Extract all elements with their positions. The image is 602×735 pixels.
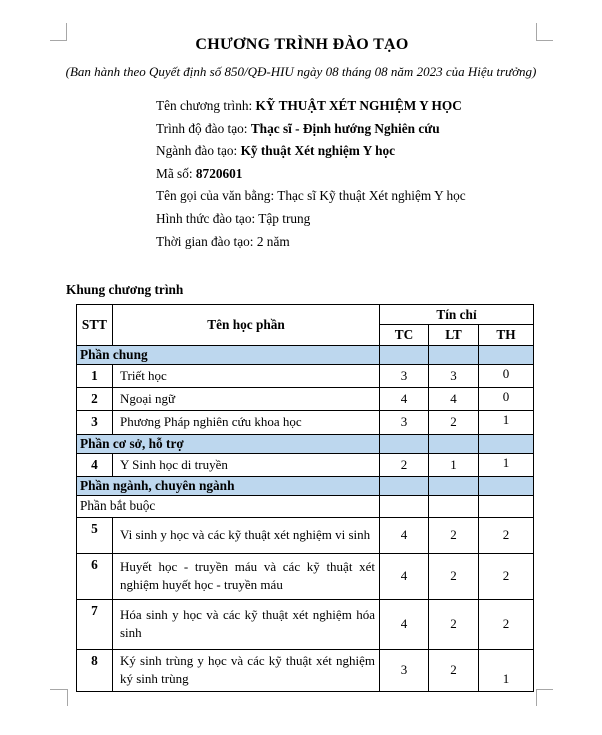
header-cell-th: TH: [479, 325, 534, 346]
th-credits-cell: 2: [479, 553, 534, 599]
info-line: [156, 118, 466, 141]
crop-mark-bottom-left: [50, 689, 68, 706]
program-info-block: [156, 95, 466, 253]
info-label: Tên chương trình:: [156, 98, 256, 113]
course-number-cell: 7: [77, 599, 113, 649]
lt-credits-cell: 2: [429, 599, 479, 649]
curriculum-table-heading: Khung chương trình: [66, 282, 184, 297]
info-value: Thạc sĩ Kỹ thuật Xét nghiệm Y học: [277, 188, 466, 204]
empty-lt-cell: [429, 476, 479, 495]
tc-credits-cell: 3: [380, 411, 429, 434]
info-value: KỸ THUẬT XÉT NGHIỆM Y HỌC: [255, 98, 462, 113]
empty-th-cell: [479, 346, 534, 365]
table-row-course: [77, 365, 534, 388]
table-row-course: [77, 553, 534, 599]
table-row-section: [77, 434, 534, 453]
section-label-cell: Phần ngành, chuyên ngành: [77, 476, 380, 495]
course-number-cell: 8: [77, 649, 113, 691]
course-name-cell: Vi sinh y học và các kỹ thuật xét nghiệm vi sinh: [113, 517, 380, 553]
th-credits-cell: 1: [479, 411, 534, 434]
header-cell-course-name: Tên học phần: [113, 305, 380, 346]
info-line: [156, 140, 466, 163]
table-row-course: [77, 388, 534, 411]
lt-credits-cell: 2: [429, 517, 479, 553]
course-number-cell: 4: [77, 453, 113, 476]
info-label: Hình thức đào tạo:: [156, 210, 259, 226]
info-value: 8720601: [195, 165, 243, 181]
document-subtitle: (Ban hành theo Quyết định số 850/QĐ-HIU ngày 08 tháng 08 năm 2023 của Hiệu trưởng): [65, 64, 537, 79]
curriculum-table-body: [77, 346, 534, 692]
course-name-cell: Hóa sinh y học và các kỹ thuật xét nghiệm hóa sinh: [113, 599, 380, 649]
header-cell-credits-group: Tín chỉ: [380, 305, 534, 325]
empty-tc-cell: [380, 434, 429, 453]
info-value: Tập trung: [258, 210, 311, 226]
th-credits-cell: 0: [479, 365, 534, 388]
info-value: Thạc sĩ - Định hướng Nghiên cứu: [250, 120, 440, 136]
th-credits-cell: 0: [479, 388, 534, 411]
info-label: Ngành đào tạo:: [156, 143, 241, 159]
table-row-course: [77, 599, 534, 649]
th-credits-cell: 1: [479, 453, 534, 476]
info-line: [156, 231, 466, 254]
empty-lt-cell: [429, 346, 479, 365]
header-row-1: [77, 305, 534, 325]
course-number-cell: 5: [77, 517, 113, 553]
table-row-course: [77, 517, 534, 553]
course-name-cell: Ký sinh trùng y học và các kỹ thuật xét nghiệm ký sinh trùng: [113, 649, 380, 691]
tc-credits-cell: 4: [380, 599, 429, 649]
empty-tc-cell: [380, 495, 429, 517]
info-line: [156, 208, 466, 231]
table-row-section: [77, 476, 534, 495]
lt-credits-cell: 1: [429, 453, 479, 476]
info-line: [156, 163, 466, 186]
empty-lt-cell: [429, 434, 479, 453]
info-label: Trình độ đào tạo:: [156, 120, 251, 136]
course-number-cell: 3: [77, 411, 113, 434]
lt-credits-cell: 2: [429, 649, 479, 691]
info-line: [156, 95, 466, 118]
crop-mark-bottom-right: [536, 689, 553, 706]
course-name-cell: Ngoại ngữ: [113, 388, 380, 411]
table-row-subsection: [77, 495, 534, 517]
course-number-cell: 1: [77, 365, 113, 388]
empty-th-cell: [479, 476, 534, 495]
crop-mark-top-left: [50, 23, 67, 41]
empty-th-cell: [479, 434, 534, 453]
tc-credits-cell: 3: [380, 649, 429, 691]
th-credits-cell: 2: [479, 517, 534, 553]
empty-tc-cell: [380, 476, 429, 495]
table-row-course: [77, 649, 534, 691]
info-value: Kỹ thuật Xét nghiệm Y học: [240, 143, 396, 159]
course-name-cell: Triết học: [113, 365, 380, 388]
tc-credits-cell: 4: [380, 517, 429, 553]
crop-mark-top-right: [536, 23, 553, 41]
table-row-course: [77, 453, 534, 476]
header-cell-tc: TC: [380, 325, 429, 346]
info-label: Tên gọi của văn bằng:: [156, 188, 278, 204]
section-label-cell: Phần cơ sở, hỗ trợ: [77, 434, 380, 453]
section-label-cell: Phần bắt buộc: [77, 495, 380, 517]
course-number-cell: 6: [77, 553, 113, 599]
header-cell-lt: LT: [429, 325, 479, 346]
curriculum-table-header: [77, 305, 534, 346]
tc-credits-cell: 4: [380, 553, 429, 599]
course-name-cell: Phương Pháp nghiên cứu khoa học: [113, 411, 380, 434]
table-row-course: [77, 411, 534, 434]
th-credits-cell: 2: [479, 599, 534, 649]
th-credits-cell: 1: [479, 649, 534, 691]
curriculum-table: [76, 304, 534, 692]
info-value: 2 năm: [256, 233, 290, 249]
tc-credits-cell: 4: [380, 388, 429, 411]
course-number-cell: 2: [77, 388, 113, 411]
section-label-cell: Phần chung: [77, 346, 380, 365]
tc-credits-cell: 3: [380, 365, 429, 388]
lt-credits-cell: 4: [429, 388, 479, 411]
empty-th-cell: [479, 495, 534, 517]
info-label: Mã số:: [156, 165, 196, 181]
course-name-cell: Y Sinh học di truyền: [113, 453, 380, 476]
document-title: CHƯƠNG TRÌNH ĐÀO TẠO: [195, 36, 409, 53]
table-row-section: [77, 346, 534, 365]
header-cell-stt: STT: [77, 305, 113, 346]
info-label: Thời gian đào tạo:: [156, 233, 257, 249]
lt-credits-cell: 3: [429, 365, 479, 388]
lt-credits-cell: 2: [429, 411, 479, 434]
tc-credits-cell: 2: [380, 453, 429, 476]
lt-credits-cell: 2: [429, 553, 479, 599]
empty-tc-cell: [380, 346, 429, 365]
course-name-cell: Huyết học - truyền máu và các kỹ thuật xét nghiệm huyết học - truyền máu: [113, 553, 380, 599]
empty-lt-cell: [429, 495, 479, 517]
info-line: [156, 185, 466, 208]
